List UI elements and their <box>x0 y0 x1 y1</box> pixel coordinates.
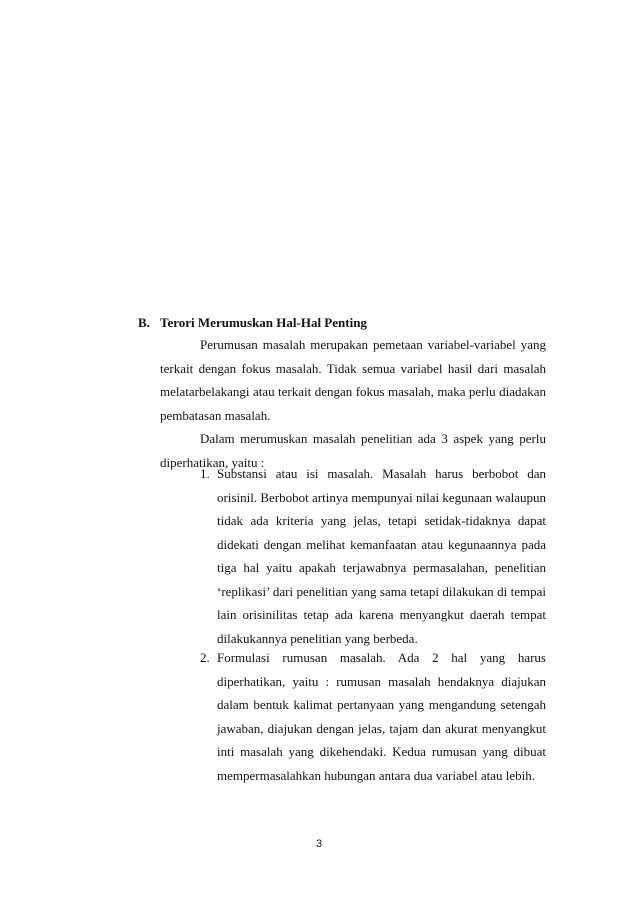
list-item <box>200 646 546 787</box>
list-item-text: Substansi atau isi masalah. Masalah harus berbobot dan orisinil. Berbobot artinya mempunyai nilai kegunaan walaupun tidak ada kriteria yang jelas, tetapi setidak-tidaknya dapat didekati dengan melihat kemanfaatan atau kegunaannya pada tiga hal yaitu apakah terjawabnya permasalahan, penelitian ‘replikasi’ dari penelitian yang sama tetapi dilakukan di tempai lain orisinilitas tetap ada karena menyangkut daerah tempat dilakukannya penelitian yang berbeda. <box>217 466 546 646</box>
paragraph-1: Perumusan masalah merupakan pemetaan variabel-variabel yang terkait dengan fokus masalah. Tidak semua variabel hasil dari masalah melatarbelakangi atau terkait dengan fokus masalah, maka perlu diadakan pembatasan masalah. <box>160 337 546 423</box>
list-item-number: 2. <box>200 650 210 665</box>
section-title: Terori Merumuskan Hal-Hal Penting <box>160 315 367 330</box>
page-number: 3 <box>315 838 323 850</box>
section-letter: B. <box>138 315 150 330</box>
section-heading <box>138 314 367 332</box>
paragraph-2: Dalam merumuskan masalah penelitian ada 3 aspek yang perlu diperhatikan, yaitu : <box>160 431 546 470</box>
list-item-number: 1. <box>200 466 210 481</box>
list-item-text: Formulasi rumusan masalah. Ada 2 hal yang harus diperhatikan, yaitu : rumusan masalah hendaknya diajukan dalam bentuk kalimat pertanyaan yang mengandung setengah jawaban, diajukan dengan jelas, tajam dan akurat menyangkut inti masalah yang dikehendaki. Kedua rumusan yang dibuat mempermasalahkan hubungan antara dua variabel atau lebih. <box>217 650 546 783</box>
list-item <box>200 462 546 650</box>
